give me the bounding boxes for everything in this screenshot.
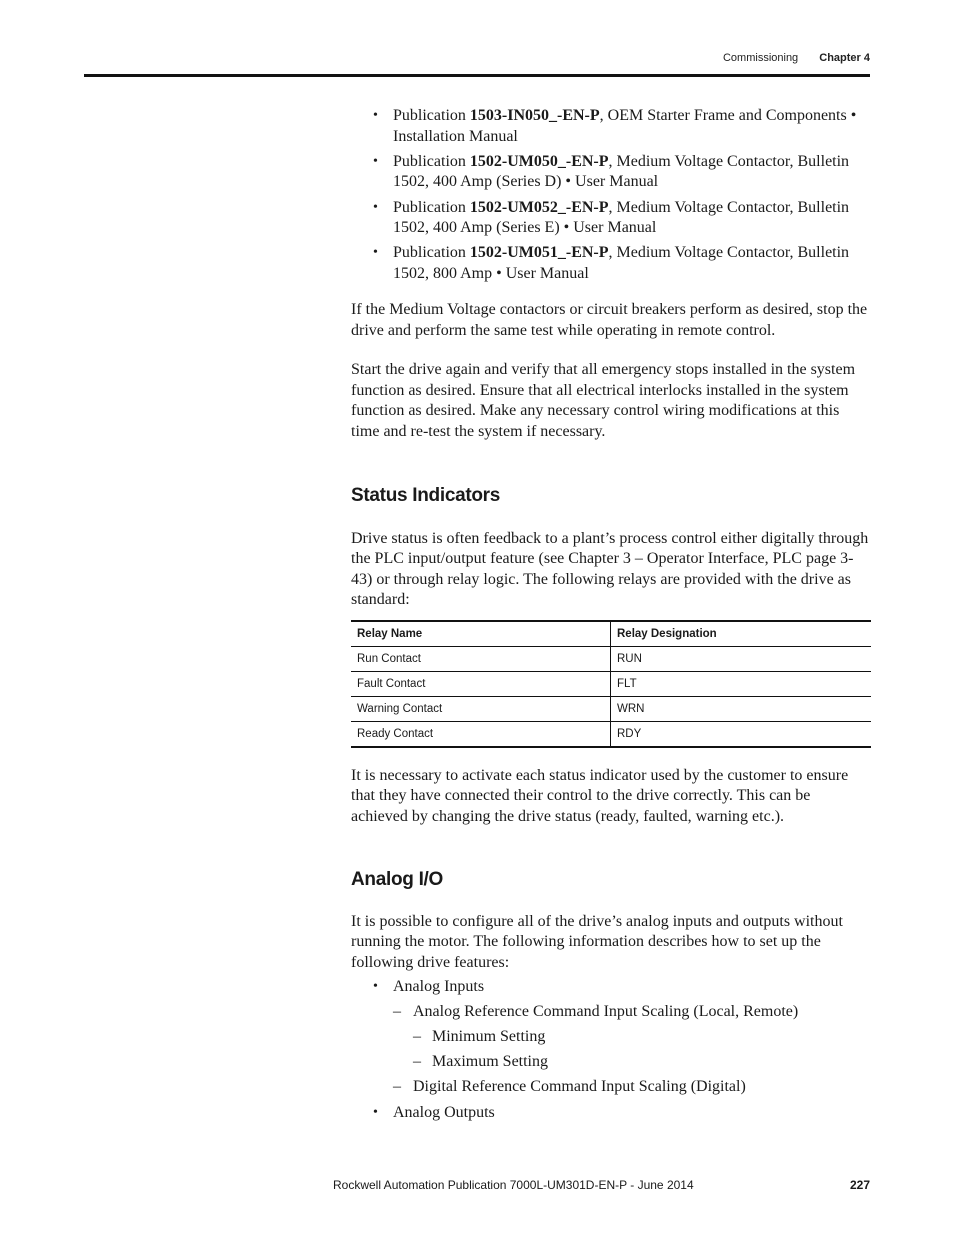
- running-header: [723, 52, 870, 64]
- publication-list: [351, 106, 871, 284]
- header-rule: [84, 74, 870, 77]
- publication-item: • Publication 1502-UM052_-EN-P, Medium Voltage Contactor, Bulletin 1502, 400 Amp (Series E) • User Manual: [351, 198, 871, 239]
- relay-designation-cell: FLT: [611, 671, 872, 696]
- relay-designation-cell: RUN: [611, 646, 872, 671]
- status-intro-paragraph: Drive status is often feedback to a plant’s process control either digitally through the PLC input/output feature (see Chapter 3 – Operator Interface, PLC page 3-43) or through relay logic. The following relays are provided with the drive as standard:: [351, 529, 869, 609]
- publication-code: 1502-UM050_-EN-P: [469, 152, 609, 170]
- publication-item: • Publication 1502-UM050_-EN-P, Medium Voltage Contactor, Bulletin 1502, 400 Amp (Series D) • User Manual: [351, 152, 871, 193]
- analog-intro-paragraph: It is possible to configure all of the drive’s analog inputs and outputs without running the motor. The following information describes how to set up the following drive features:: [351, 912, 843, 971]
- column-header-relay-designation: Relay Designation: [611, 621, 872, 647]
- table-row: [351, 671, 871, 696]
- status-indicators-heading: Status Indicators: [351, 485, 501, 507]
- list-item-analog-outputs: • Analog Outputs: [351, 1103, 871, 1124]
- list-item-maximum-setting: – Maximum Setting: [351, 1052, 871, 1073]
- relay-table: [351, 620, 871, 748]
- page-number: 227: [849, 1178, 870, 1192]
- analog-feature-list: [351, 977, 871, 1123]
- relay-name-cell: Ready Contact: [351, 721, 611, 747]
- list-item-digital-reference: – Digital Reference Command Input Scaling (Digital): [351, 1077, 871, 1098]
- list-item-analog-reference: – Analog Reference Command Input Scaling (Local, Remote): [351, 1002, 871, 1023]
- analog-io-heading: Analog I/O: [351, 869, 444, 891]
- table-row: [351, 646, 871, 671]
- publication-code: 1502-UM052_-EN-P: [469, 198, 609, 216]
- publication-item: • Publication 1502-UM051_-EN-P, Medium Voltage Contactor, Bulletin 1502, 800 Amp • User Manual: [351, 243, 871, 284]
- table-row: [351, 721, 871, 747]
- analog-inputs-sublist: [351, 1002, 871, 1098]
- list-item-minimum-setting: – Minimum Setting: [351, 1027, 871, 1048]
- relay-designation-cell: RDY: [611, 721, 872, 747]
- page-body: [351, 106, 871, 1128]
- publication-code: 1503-IN050_-EN-P: [469, 107, 600, 124]
- footer-publication: Rockwell Automation Publication 7000L-UM301D-EN-P - June 2014: [333, 1178, 694, 1192]
- relay-name-cell: Fault Contact: [351, 671, 611, 696]
- column-header-relay-name: Relay Name: [351, 621, 611, 647]
- header-chapter-label: Chapter 4: [819, 52, 870, 64]
- list-item-analog-inputs: • Analog Inputs – Analog Reference Command Input Scaling (Local, Remote) – Minimum Setting – Maximum Setting – Digital Reference Command Input Scaling (Digital): [351, 977, 871, 1098]
- relay-name-cell: Warning Contact: [351, 696, 611, 721]
- publication-code: 1502-UM051_-EN-P: [469, 244, 609, 262]
- relay-designation-cell: WRN: [611, 696, 872, 721]
- table-row: [351, 696, 871, 721]
- status-activation-paragraph: It is necessary to activate each status indicator used by the customer to ensure that they have connected their control to the drive correctly. This can be achieved by changing the drive status (ready, faulted, warning etc.).: [351, 766, 849, 825]
- table-header-row: [351, 621, 871, 647]
- publication-item: • Publication 1503-IN050_-EN-P, OEM Starter Frame and Components • Installation Manual: [351, 106, 871, 147]
- emergency-stop-paragraph: Start the drive again and verify that all emergency stops installed in the system function as desired. Ensure that all electrical interlocks installed in the system function as desired. Make any necessary control wiring modifications at this time and re-test the system if necessary.: [351, 361, 856, 440]
- relay-name-cell: Run Contact: [351, 646, 611, 671]
- remote-control-paragraph: If the Medium Voltage contactors or circuit breakers perform as desired, stop the drive and perform the same test while operating in remote control.: [351, 301, 868, 339]
- header-section-name: Commissioning: [722, 52, 799, 64]
